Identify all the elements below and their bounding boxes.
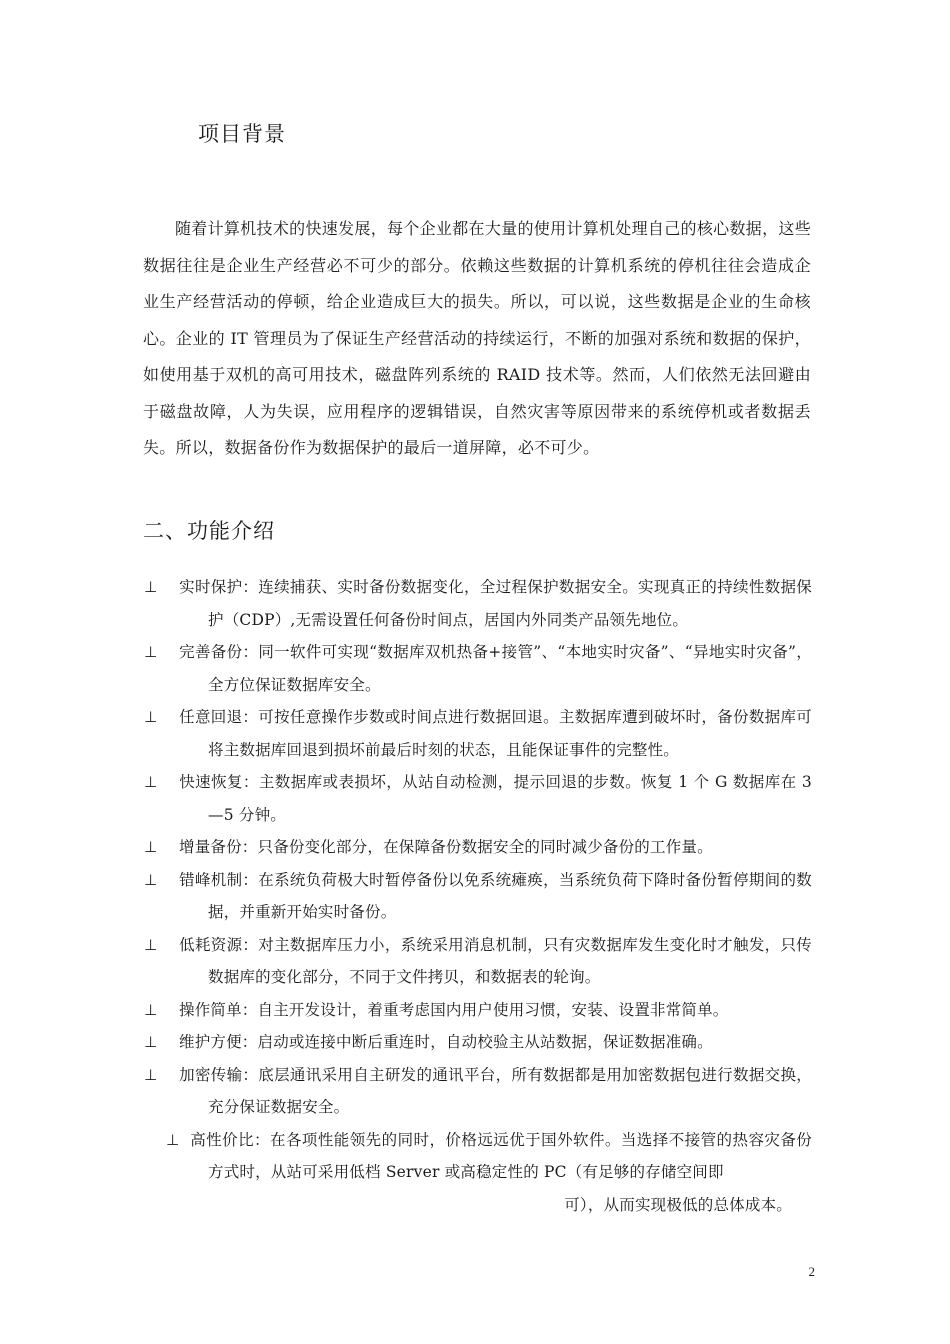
feature-text: 完善备份：同一软件可实现“数据库双机热备+接管”、“本地实时灾备”、“异地实时灾备”，全方位保证数据库安全。 — [179, 643, 812, 694]
feature-text: 操作简单：自主开发设计，着重考虑国内用户使用习惯，安装、设置非常简单。 — [179, 1000, 729, 1019]
feature-item: ⊥ 维护方便：启动或连接中断后重连时，自动校验主从站数据，保证数据准确。 — [144, 1033, 713, 1051]
feature-text: 低耗资源：对主数据库压力小，系统采用消息机制，只有灾数据库发生变化时才触发，只传数据库的变化部分，不同于文件拷贝，和数据表的轮询。 — [179, 935, 812, 986]
page-number: 2 — [808, 1264, 815, 1279]
feature-item: ⊥ 加密传输：底层通讯采用自主研发的通讯平台，所有数据都是用加密数据包进行数据交换，充分保证数据安全。 — [144, 1065, 812, 1116]
feature-text: 加密传输：底层通讯采用自主研发的通讯平台，所有数据都是用加密数据包进行数据交换，充分保证数据安全。 — [179, 1065, 812, 1116]
feature-text: 实时保护：连续捕获、实时备份数据变化，全过程保护数据安全。实现真正的持续性数据保护（CDP）,无需设置任何备份时间点，居国内外同类产品领先地位。 — [179, 578, 812, 629]
feature-item: ⊥ 操作简单：自主开发设计，着重考虑国内用户使用习惯，安装、设置非常简单。 — [144, 1000, 729, 1019]
section-title-background: 项目背景 — [198, 122, 286, 146]
feature-item: ⊥ 错峰机制：在系统负荷极大时暂停备份以免系统瘫痪，当系统负荷下降时备份暂停期间的数据，并重新开始实时备份。 — [144, 870, 812, 921]
feature-item: ⊥ 快速恢复：主数据库或表损坏，从站自动检测，提示回退的步数。恢复 1 个 G 数据库在 3—5 分钟。 — [144, 773, 812, 824]
feature-text: 增量备份：只备份变化部分，在保障备份数据安全的同时减少备份的工作量。 — [179, 838, 713, 856]
feature-text: 快速恢复：主数据库或表损坏，从站自动检测，提示回退的步数。恢复 1 个 G 数据库在 3—5 分钟。 — [179, 773, 812, 824]
feature-list — [144, 571, 812, 1221]
feature-item: ⊥ 增量备份：只备份变化部分，在保障备份数据安全的同时减少备份的工作量。 — [144, 838, 713, 856]
feature-text: 任意回退：可按任意操作步数或时间点进行数据回退。主数据库遭到破坏时，备份数据库可将主数据库回退到损坏前最后时刻的状态，且能保证事件的完整性。 — [179, 708, 812, 759]
feature-item: ⊥ 高性价比：在各项性能领先的同时，价格远远优于国外软件。当选择不接管的热容灾备份方式时，从站可采用低档 Server 或高稳定性的 PC（有足够的存储空间即 可），从而实现极低的总体成本。 — [187, 1124, 812, 1222]
section-title-features: 二、功能介绍 — [143, 519, 275, 543]
feature-item: ⊥ 低耗资源：对主数据库压力小，系统采用消息机制，只有灾数据库发生变化时才触发，只传数据库的变化部分，不同于文件拷贝，和数据表的轮询。 — [144, 935, 812, 986]
feature-item: ⊥ 完善备份：同一软件可实现“数据库双机热备+接管”、“本地实时灾备”、“异地实时灾备”，全方位保证数据库安全。 — [144, 643, 812, 694]
background-paragraph: 随着计算机技术的快速发展，每个企业都在大量的使用计算机处理自己的核心数据，这些数据往往是企业生产经营必不可少的部分。依赖这些数据的计算机系统的停机往往会造成企业生产经营活动的停顿，给企业造成巨大的损失。所以，可以说，这些数据是企业的生命核心。企业的 IT 管理员为了保证生产经营活动的持续运行，不断的加强对系统和数据的保护，如使用基于双机的高可用技术，磁盘阵列系统的 RAID 技术等。然而，人们依然无法回避由于磁盘故障，人为失误，应用程序的逻辑错误，自然灾害等原因带来的系统停机或者数据丢失。所以，数据备份作为数据保护的最后一道屏障，必不可少。 — [143, 219, 811, 457]
feature-text: 错峰机制：在系统负荷极大时暂停备份以免系统瘫痪，当系统负荷下降时备份暂停期间的数据，并重新开始实时备份。 — [179, 870, 812, 921]
feature-text-tail: 可），从而实现极低的总体成本。 — [564, 1195, 792, 1214]
feature-text: 高性价比：在各项性能领先的同时，价格远远优于国外软件。当选择不接管的热容灾备份方式时，从站可采用低档 Server 或高稳定性的 PC（有足够的存储空间即 — [190, 1130, 812, 1181]
feature-text: 维护方便：启动或连接中断后重连时，自动校验主从站数据，保证数据准确。 — [179, 1033, 713, 1051]
feature-item: ⊥ 实时保护：连续捕获、实时备份数据变化，全过程保护数据安全。实现真正的持续性数据保护（CDP）,无需设置任何备份时间点，居国内外同类产品领先地位。 — [144, 578, 812, 629]
feature-item: ⊥ 任意回退：可按任意操作步数或时间点进行数据回退。主数据库遭到破坏时，备份数据库可将主数据库回退到损坏前最后时刻的状态，且能保证事件的完整性。 — [144, 708, 812, 759]
